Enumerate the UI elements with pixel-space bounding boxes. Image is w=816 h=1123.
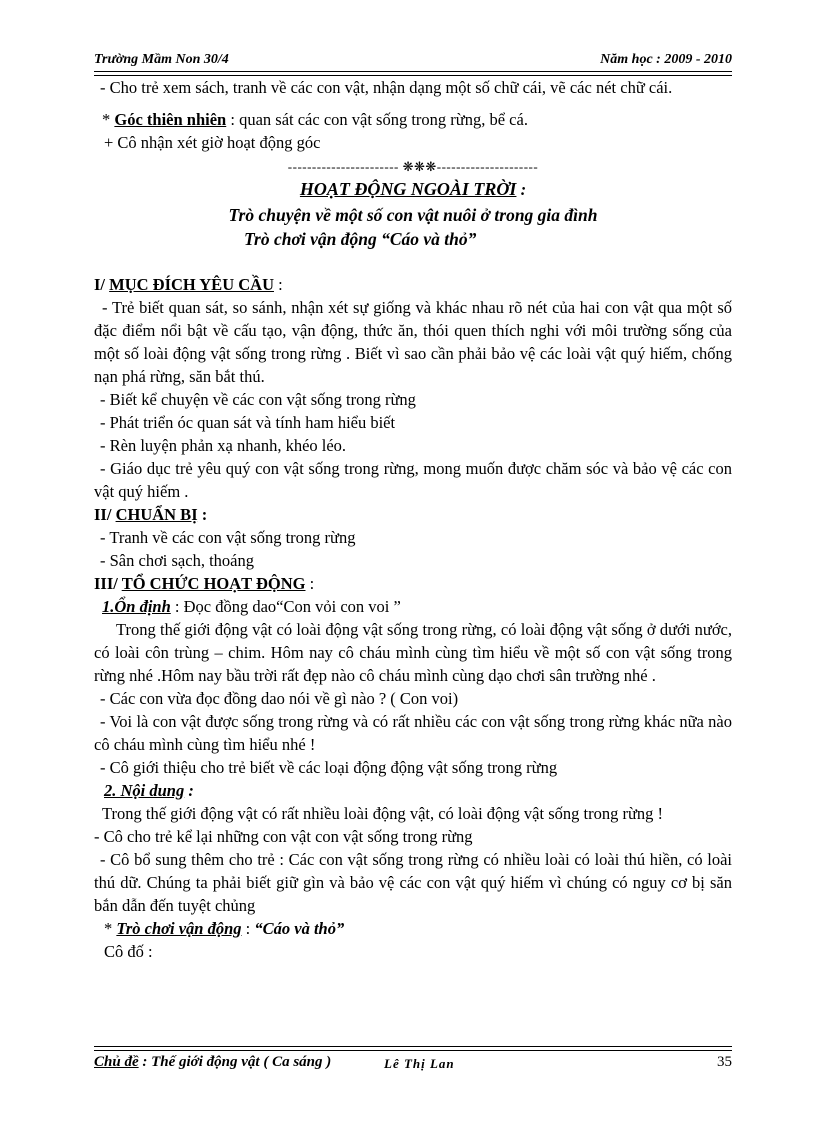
sec3-item: - Voi là con vật được sống trong rừng và có rất nhiều các con vật sống trong rừng khác nữa nào cô cháu mình cùng tìm hiểu nhé ! <box>94 712 732 754</box>
sec3-item: - Các con vừa đọc đồng dao nói về gì nào ? ( Con voi) <box>100 689 459 708</box>
sec1-item: - Giáo dục trẻ yêu quý con vật sống trong rừng, mong muốn được chăm sóc và bảo vệ các con vật quý hiếm . <box>94 459 732 501</box>
content-label: 2. Nội dung <box>104 781 185 800</box>
nature-corner-line: * Góc thiên nhiên : quan sát các con vật sống trong rừng, bể cá. <box>102 110 528 129</box>
outdoor-title: HOẠT ĐỘNG NGOÀI TRỜI : <box>299 179 527 199</box>
sec1-item: - Rèn luyện phản xạ nhanh, khéo léo. <box>100 436 347 455</box>
sec1-item: - Phát triển óc quan sát và tính ham hiểu biết <box>100 413 396 432</box>
page-footer <box>94 1054 732 1078</box>
footer-topic: Chủ đề : Thế giới động vật ( Ca sáng ) <box>94 1054 332 1070</box>
riddle-line: Cô đố : <box>104 942 153 961</box>
sec1-paragraph: - Trẻ biết quan sát, so sánh, nhận xét sự giống và khác nhau rõ nét của hai con vật qua một số đặc điểm nổi bật về cấu tạo, vận động, thức ăn, thói quen thích nghi với môi trường sống của một số loài động vật sống trong rừng . Biết vì sao cần phải bảo vệ các loài vật quý hiếm, chống nạn phá rừng, săn bắt thú. <box>94 298 732 386</box>
sec3-paragraph: Trong thế giới động vật có loài động vật sống trong rừng, có loài động vật sống ở dưới nước, có loài côn trùng – chim. Hôm nay cô cháu mình cùng tìm hiểu về một số con vật sống trong rừng nhé .Hôm nay bầu trời rất đẹp nào cô cháu mình cùng dạo chơi sân trường nhé . <box>94 620 732 685</box>
content-line: 2. Nội dung : <box>104 781 194 800</box>
game-name: “Cáo và thỏ” <box>254 919 345 938</box>
page-header <box>94 48 732 70</box>
spacer <box>94 251 732 273</box>
page-number: 35 <box>717 1054 732 1070</box>
sec3-item: - Cô cho trẻ kể lại những con vật con vật sống trong rừng <box>94 827 473 846</box>
section-2-heading: II/ CHUẨN BỊ : <box>94 505 208 524</box>
activity-line: - Cho trẻ xem sách, tranh về các con vật, nhận dạng một số chữ cái, vẽ các nét chữ cái. <box>100 78 673 97</box>
stabilize-line: 1.Ổn định : Đọc đồng dao“Con vỏi con voi ” <box>102 597 401 616</box>
game-line: * Trò chơi vận động : “Cáo và thỏ” <box>104 919 345 938</box>
author-signature: Lê Thị Lan <box>384 1056 455 1071</box>
outdoor-title-text: HOẠT ĐỘNG NGOÀI TRỜI <box>299 179 517 199</box>
stabilize-label: 1.Ổn định <box>102 597 171 616</box>
section-3-heading: III/ TỔ CHỨC HOẠT ĐỘNG : <box>94 574 315 593</box>
sec1-item: - Biết kể chuyện về các con vật sống trong rừng <box>100 390 416 409</box>
review-line: + Cô nhận xét giờ hoạt động góc <box>104 133 321 152</box>
game-label: Trò chơi vận động <box>116 919 242 938</box>
section-1-heading: I/ MỤC ĐÍCH YÊU CẦU : <box>94 275 283 294</box>
sec3-paragraph: Trong thế giới động vật có rất nhiều loài động vật, có loài động vật sống trong rừng ! <box>102 804 664 823</box>
sec3-item: - Cô giới thiệu cho trẻ biết về các loại động động vật sống trong rừng <box>100 758 558 777</box>
footer-rule <box>94 1046 732 1051</box>
section-separator: ----------------------- ❋❋❋--------------------- <box>287 159 539 174</box>
school-year: Năm học : 2009 - 2010 <box>600 52 732 67</box>
school-name: Trường Mầm Non 30/4 <box>94 52 229 67</box>
subtitle-talk: Trò chuyện về một số con vật nuôi ở trong gia đình <box>228 205 598 225</box>
subtitle-game: Trò chơi vận động “Cáo và thỏ” <box>244 229 477 249</box>
sec2-item: - Sân chơi sạch, thoáng <box>100 551 254 570</box>
document-body <box>94 76 732 963</box>
nature-corner-label: Góc thiên nhiên <box>114 110 227 129</box>
sec2-item: - Tranh về các con vật sống trong rừng <box>100 528 356 547</box>
sec3-paragraph: - Cô bổ sung thêm cho trẻ : Các con vật sống trong rừng có nhiều loài có loài thú hiền, có loài thú dữ. Chúng ta phải biết giữ gìn và bảo vệ các con vật quý hiếm vì chúng có nguy cơ bị săn bắn dẫn đến tuyệt chủng <box>94 850 732 915</box>
